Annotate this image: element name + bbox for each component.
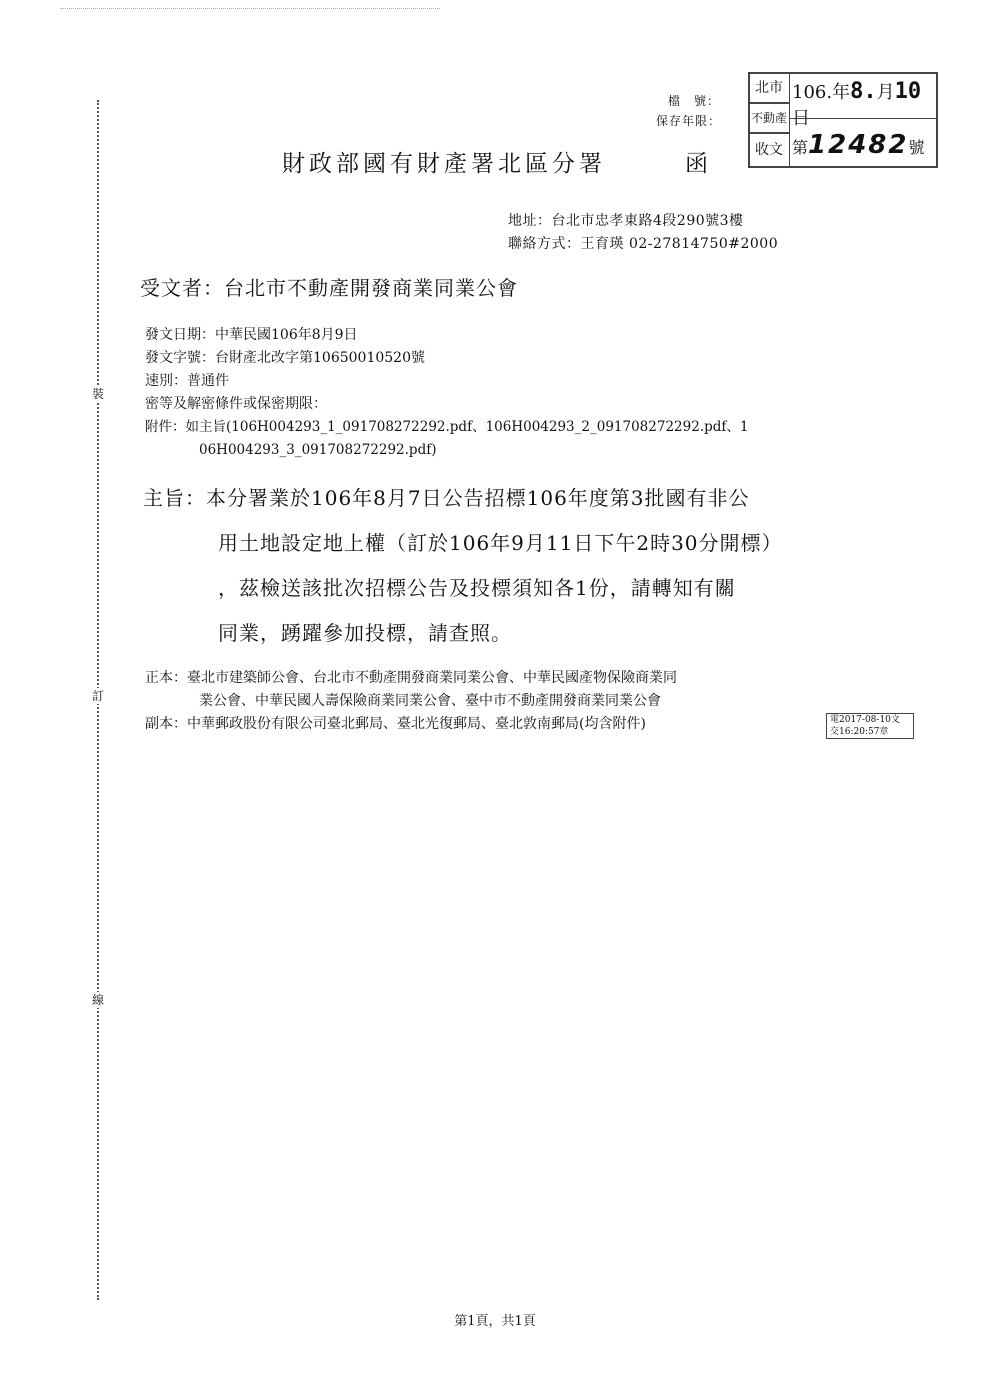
stamp-date-day-char: 日 xyxy=(792,108,810,129)
page-indicator: 第1頁，共1頁 xyxy=(454,1314,536,1329)
address: 地址：台北市忠孝東路4段290號3樓 xyxy=(508,213,744,229)
subject-line2: 用土地設定地上權（訂於106年9月11日下午2時30分開標） xyxy=(218,531,783,555)
file-number-label: 檔 號： xyxy=(668,94,721,108)
agency-title: 財政部國有財產署北區分署 xyxy=(282,151,606,177)
subject-line3: ，茲檢送該批次招標公告及投標須知各1份，請轉知有關 xyxy=(218,576,736,600)
document-type: 函 xyxy=(685,151,708,177)
binding-char-zhuang: 裝 xyxy=(91,387,104,401)
stamp-number xyxy=(792,130,925,160)
main-recipients-line1: 正本：臺北市建築師公會、台北市不動產開發商業同業公會、中華民國產物保險商業同 xyxy=(145,670,677,686)
speed-classification: 速別：普通件 xyxy=(145,373,229,389)
stamp-org-line3: 收文 xyxy=(748,132,790,168)
stamp-num-suffix: 號 xyxy=(908,138,925,157)
seal-line1: 電2017-08-10文 xyxy=(830,715,900,725)
binding-char-ding: 訂 xyxy=(91,689,104,703)
contact-info: 聯絡方式：王育瑛 02-27814750#2000 xyxy=(508,236,779,252)
recipient: 受文者：台北市不動產開發商業同業公會 xyxy=(140,276,518,300)
seal-line2: 交16:20:57章 xyxy=(830,727,889,737)
stamp-org-line1: 北市 xyxy=(748,72,790,104)
electronic-seal xyxy=(826,713,914,739)
scan-artifact-line xyxy=(60,8,440,13)
secrecy-level: 密等及解密條件或保密期限： xyxy=(145,396,327,412)
stamp-date-month-char: 月 xyxy=(876,82,895,103)
binding-char-xian: 線 xyxy=(91,993,104,1007)
subject-line4: 同業，踴躍參加投標，請查照。 xyxy=(218,621,512,645)
attachments-line2: 06H004293_3_091708272292.pdf) xyxy=(199,442,437,458)
attachments-line1: 附件：如主旨(106H004293_1_091708272292.pdf、106H004293_2_091708272292.pdf、1 xyxy=(145,419,749,435)
stamp-date-month: 8. xyxy=(850,79,877,104)
stamp-num-prefix: 第 xyxy=(792,138,809,157)
cc-recipients: 副本：中華郵政股份有限公司臺北郵局、臺北光復郵局、臺北敦南郵局(均含附件) xyxy=(145,716,646,732)
issue-date: 發文日期：中華民國106年8月9日 xyxy=(145,327,358,343)
stamp-date-day: 10 xyxy=(894,79,922,104)
stamp-date-year-char: 年 xyxy=(832,82,851,103)
stamp-date-prefix: 106. xyxy=(792,82,833,103)
retention-label: 保存年限： xyxy=(656,114,722,128)
receipt-stamp xyxy=(748,72,938,168)
stamp-date xyxy=(792,78,936,130)
document-number: 發文字號：台財產北改字第10650010520號 xyxy=(145,350,425,366)
stamp-num-value: 12482 xyxy=(808,130,909,160)
subject-line1: 主旨：本分署業於106年8月7日公告招標106年度第3批國有非公 xyxy=(143,486,750,510)
stamp-org-line2: 不動產 xyxy=(748,102,790,134)
main-recipients-line2: 業公會、中華民國人壽保險商業同業公會、臺中市不動產開發商業同業公會 xyxy=(199,693,661,709)
